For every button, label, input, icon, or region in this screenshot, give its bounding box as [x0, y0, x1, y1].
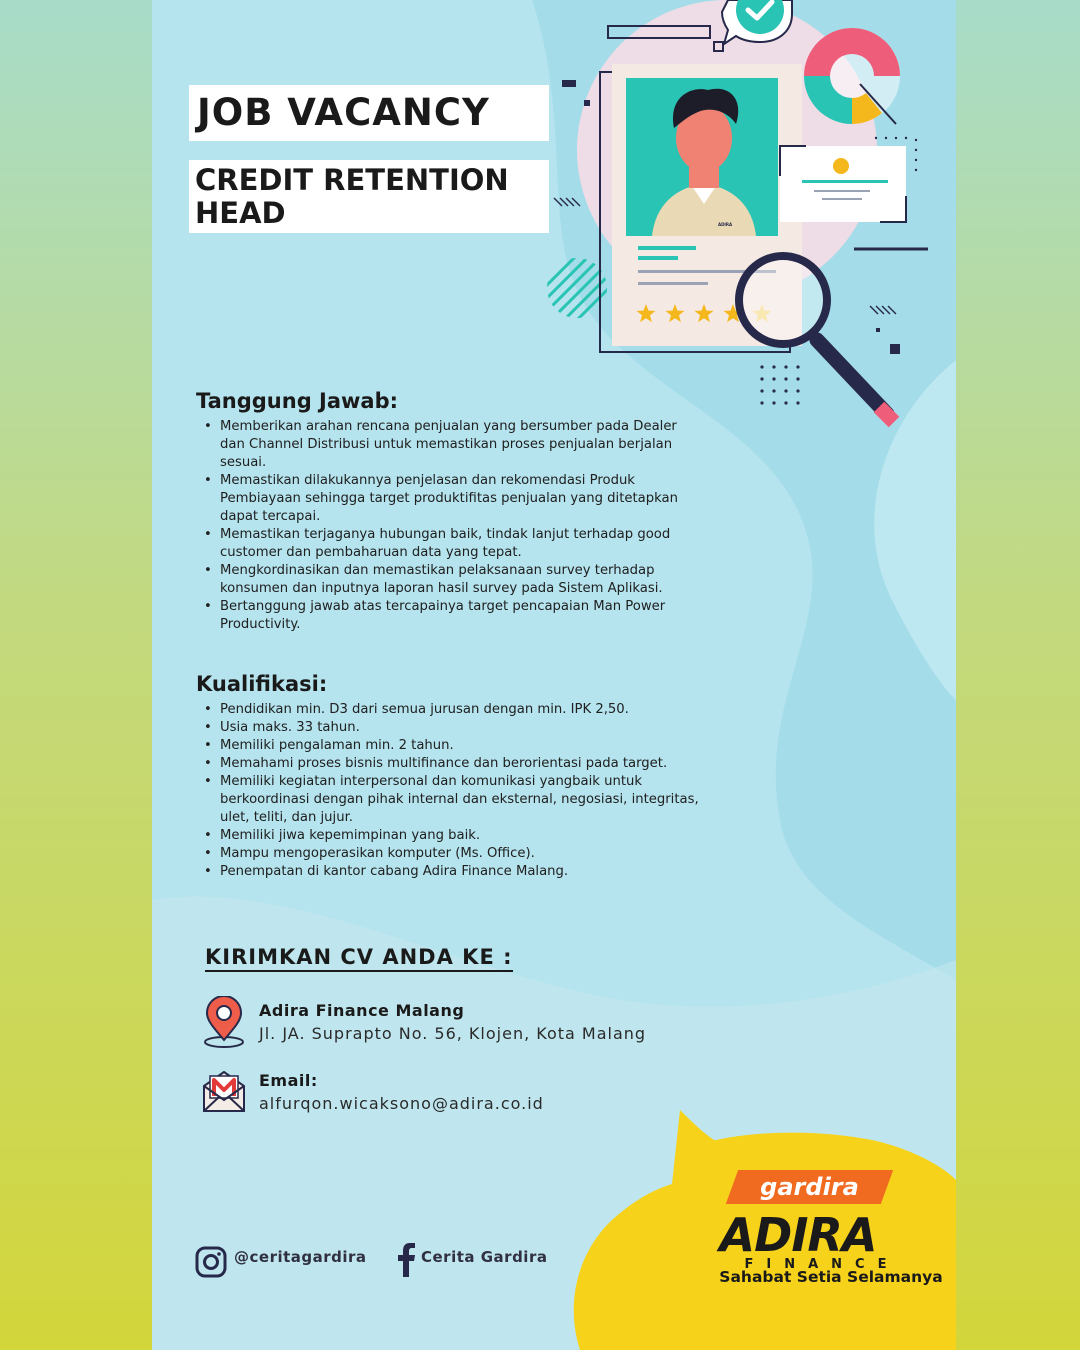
qualifications-list [204, 701, 774, 881]
location-pin-icon [202, 996, 246, 1050]
list-item-line: • Memberikan arahan rencana penjualan yang bersumber pada Dealer [220, 419, 677, 434]
list-item-line: Productivity. [220, 617, 301, 632]
facebook-icon[interactable] [397, 1243, 415, 1277]
instagram-icon[interactable] [195, 1246, 227, 1278]
list-item-line: sesuai. [220, 455, 267, 470]
list-item [204, 773, 774, 827]
list-item [204, 845, 774, 863]
list-item-line: Pembiayaan sehingga target produktifitas penjualan yang ditetapkan [220, 491, 678, 506]
list-item-line: • Memiliki jiwa kepemimpinan yang baik. [220, 828, 481, 843]
list-item-line: berkoordinasi dengan pihak internal dan eksternal, negosiasi, integritas, [220, 792, 699, 807]
list-item [204, 598, 774, 634]
list-item-line: dan Channel Distribusi untuk memastikan proses penjualan berjalan [220, 437, 673, 452]
position-title-line: CREDIT RETENTION [195, 163, 509, 197]
list-item [204, 418, 774, 472]
list-item-line: • Memastikan dilakukannya penjelasan dan rekomendasi Produk [220, 473, 635, 488]
office-name: Adira Finance Malang [259, 1001, 465, 1020]
job-vacancy-poster [152, 0, 956, 1350]
document-illustration [780, 137, 917, 222]
email-label: Email: [259, 1071, 318, 1090]
position-title [189, 160, 549, 233]
list-item-line: • Memastikan terjaganya hubungan baik, tindak lanjut terhadap good [220, 527, 671, 542]
list-item-line: • Memiliki pengalaman min. 2 tahun. [220, 738, 454, 753]
mail-icon [201, 1070, 247, 1114]
adira-logo: ADIRA [719, 1208, 877, 1262]
list-item-line: customer dan pembaharuan data yang tepat. [220, 545, 522, 560]
job-vacancy-title: JOB VACANCY [189, 85, 549, 141]
list-item [204, 827, 774, 845]
list-item-line: • Memahami proses bisnis multifinance dan berorientasi pada target. [220, 756, 668, 771]
list-item [204, 737, 774, 755]
list-item-line: ulet, teliti, dan jujur. [220, 810, 353, 825]
facebook-page[interactable]: Cerita Gardira [421, 1248, 548, 1266]
list-item-line: • Bertanggung jawab atas tercapainya target pencapaian Man Power [220, 599, 666, 614]
responsibilities-heading: Tanggung Jawab: [196, 389, 399, 413]
list-item-line: • Mampu mengoperasikan komputer (Ms. Office). [220, 846, 535, 861]
list-item-line: • Usia maks. 33 tahun. [220, 720, 360, 735]
list-item [204, 562, 774, 598]
brand-tagline: Sahabat Setia Selamanya [719, 1268, 943, 1286]
list-item [204, 472, 774, 526]
list-item-line: • Mengkordinasikan dan memastikan pelaksanaan survey terhadap [220, 563, 655, 578]
list-item-line: • Pendidikan min. D3 dari semua jurusan dengan min. IPK 2,50. [220, 702, 629, 717]
badge-text: ADIRA [718, 222, 733, 227]
gardira-logo-text: gardira [760, 1173, 859, 1201]
list-item [204, 755, 774, 773]
gardira-logo [726, 1170, 893, 1204]
list-item-line: konsumen dan inputnya laporan hasil survey pada Sistem Aplikasi. [220, 581, 663, 596]
qualifications-heading: Kualifikasi: [196, 672, 328, 696]
instagram-handle[interactable]: @ceritagardira [234, 1248, 367, 1266]
office-address: Jl. JA. Suprapto No. 56, Klojen, Kota Malang [259, 1024, 647, 1043]
list-item [204, 526, 774, 562]
list-item [204, 719, 774, 737]
email-address[interactable]: alfurqon.wicaksono@adira.co.id [259, 1094, 544, 1113]
list-item-line: dapat tercapai. [220, 509, 321, 524]
list-item-line: • Penempatan di kantor cabang Adira Finance Malang. [220, 864, 569, 879]
list-item [204, 701, 774, 719]
list-item-line: • Memiliki kegiatan interpersonal dan komunikasi yangbaik untuk [220, 774, 643, 789]
list-item [204, 863, 774, 881]
position-title-line: HEAD [195, 196, 286, 230]
responsibilities-list [204, 418, 774, 634]
send-cv-heading: KIRIMKAN CV ANDA KE : [205, 945, 513, 972]
donut-chart-icon [804, 28, 900, 124]
finance-logo-text: FINANCE [744, 1257, 900, 1272]
